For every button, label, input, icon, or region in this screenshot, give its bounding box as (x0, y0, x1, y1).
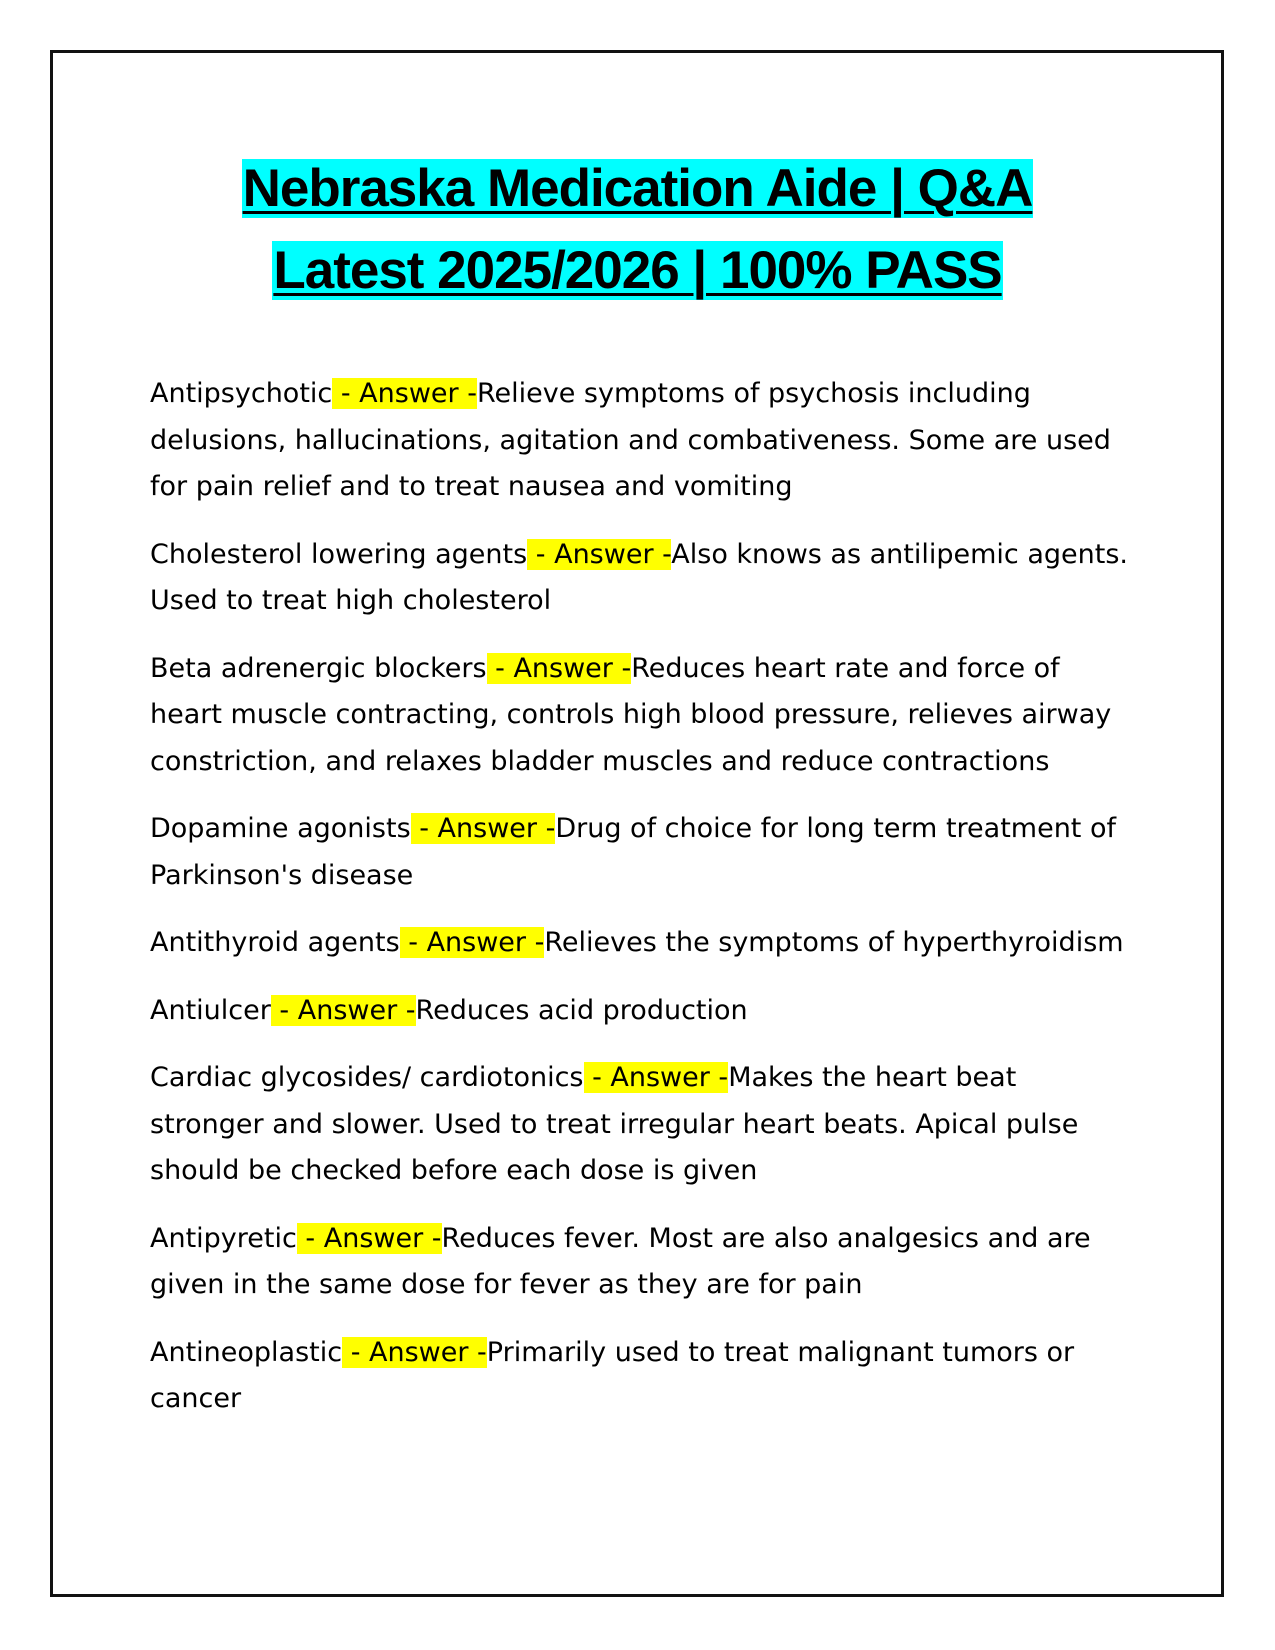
answer-marker-highlight: - Answer - (527, 538, 672, 570)
qa-item (150, 532, 1135, 625)
qa-item (150, 806, 1135, 899)
qa-item (150, 920, 1135, 967)
answer-marker-highlight: - Answer - (399, 927, 545, 958)
qa-answer: Reduces fever. Most are also analgesics and are given in the same dose for fever as they are for pain (150, 1222, 1091, 1300)
qa-term: Cholesterol lowering agents (150, 538, 528, 570)
title-line-1 (0, 148, 1275, 230)
qa-term: Dopamine agonists (150, 813, 411, 844)
answer-marker-highlight: - Answer - (296, 1222, 442, 1254)
qa-item (150, 988, 1135, 1035)
qa-item (150, 1055, 1135, 1195)
qa-term: Beta adrenergic blockers (150, 652, 487, 684)
qa-term: Antipsychotic (150, 378, 333, 409)
qa-answer: Relieve symptoms of psychosis including delusions, hallucinations, agitation and combativeness. Some are used for pain relief and to treat nausea and vomiting (150, 378, 1111, 502)
qa-answer: Also knows as antilipemic agents. Used to treat high cholesterol (150, 538, 1128, 616)
qa-term: Antithyroid agents (150, 927, 400, 958)
qa-answer: Relieves the symptoms of hyperthyroidism (544, 927, 1124, 958)
title-line-2 (0, 230, 1275, 312)
qa-item (150, 1216, 1135, 1309)
qa-item (150, 371, 1135, 511)
qa-term: Antineoplastic (150, 1336, 343, 1368)
qa-term: Antiulcer (150, 994, 271, 1026)
qa-answer: Reduces acid production (415, 994, 748, 1026)
answer-marker-highlight: - Answer - (332, 378, 477, 409)
answer-marker-highlight: - Answer - (486, 652, 632, 684)
answer-marker-highlight: - Answer - (583, 1062, 729, 1093)
title-text-2: Latest 2025/2026 | 100% PASS (273, 241, 1002, 300)
title-text-1: Nebraska Medication Aide | Q&A (242, 159, 1033, 218)
document-title (0, 148, 1275, 312)
qa-answer: Primarily used to treat malignant tumors or cancer (150, 1336, 1075, 1414)
qa-item (150, 646, 1135, 786)
qa-term: Cardiac glycosides/ cardiotonics (150, 1062, 584, 1093)
answer-marker-highlight: - Answer - (270, 994, 416, 1026)
qa-answer: Drug of choice for long term treatment of Parkinson's disease (150, 813, 1116, 891)
answer-marker-highlight: - Answer - (342, 1336, 487, 1368)
qa-item (150, 1330, 1135, 1423)
qa-list (150, 371, 1135, 1444)
answer-marker-highlight: - Answer - (410, 813, 556, 844)
qa-answer: Reduces heart rate and force of heart muscle contracting, controls high blood pressure, relieves airway constriction, and relaxes bladder muscles and reduce contractions (150, 652, 1112, 777)
qa-term: Antipyretic (150, 1222, 297, 1254)
qa-answer: Makes the heart beat stronger and slower. Used to treat irregular heart beats. Apical pulse should be checked before each dose is given (150, 1062, 1079, 1186)
